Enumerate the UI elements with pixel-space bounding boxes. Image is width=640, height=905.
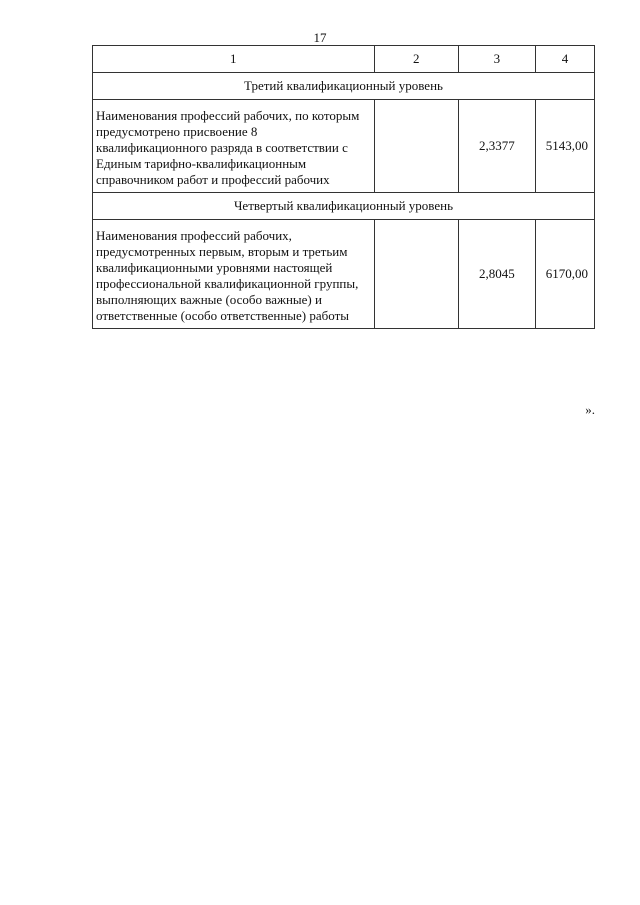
coefficient-cell: 2,8045	[458, 220, 535, 329]
level-title-third: Третий квалификационный уровень	[93, 73, 595, 100]
coefficient-cell: 2,3377	[458, 100, 535, 193]
salary-cell: 5143,00	[535, 100, 594, 193]
column-header-1: 1	[93, 46, 375, 73]
table-header-row	[93, 46, 595, 73]
closing-quote-mark: ».	[585, 402, 595, 417]
page-number: 17	[313, 30, 327, 45]
column-2-cell	[374, 100, 458, 193]
profession-description: Наименования профессий рабочих, по которым предусмотрено присвоение 8 квалификационного разряда в соответствии с Единым тарифно-квалификационным справочником работ и профессий рабочих	[93, 100, 375, 193]
level-title-fourth: Четвертый квалификационный уровень	[93, 193, 595, 220]
table-row	[93, 220, 595, 329]
column-header-4: 4	[535, 46, 594, 73]
qualification-table	[92, 45, 595, 329]
profession-description: Наименования профессий рабочих, предусмотренных первым, вторым и третьим квалификационными уровнями настоящей профессиональной квалификационной группы, выполняющих важные (особо важные) и ответственные (особо ответственные) работы	[93, 220, 375, 329]
level-title-row	[93, 73, 595, 100]
column-header-3: 3	[458, 46, 535, 73]
level-title-row	[93, 193, 595, 220]
column-header-2: 2	[374, 46, 458, 73]
salary-cell: 6170,00	[535, 220, 594, 329]
table-row	[93, 100, 595, 193]
column-2-cell	[374, 220, 458, 329]
